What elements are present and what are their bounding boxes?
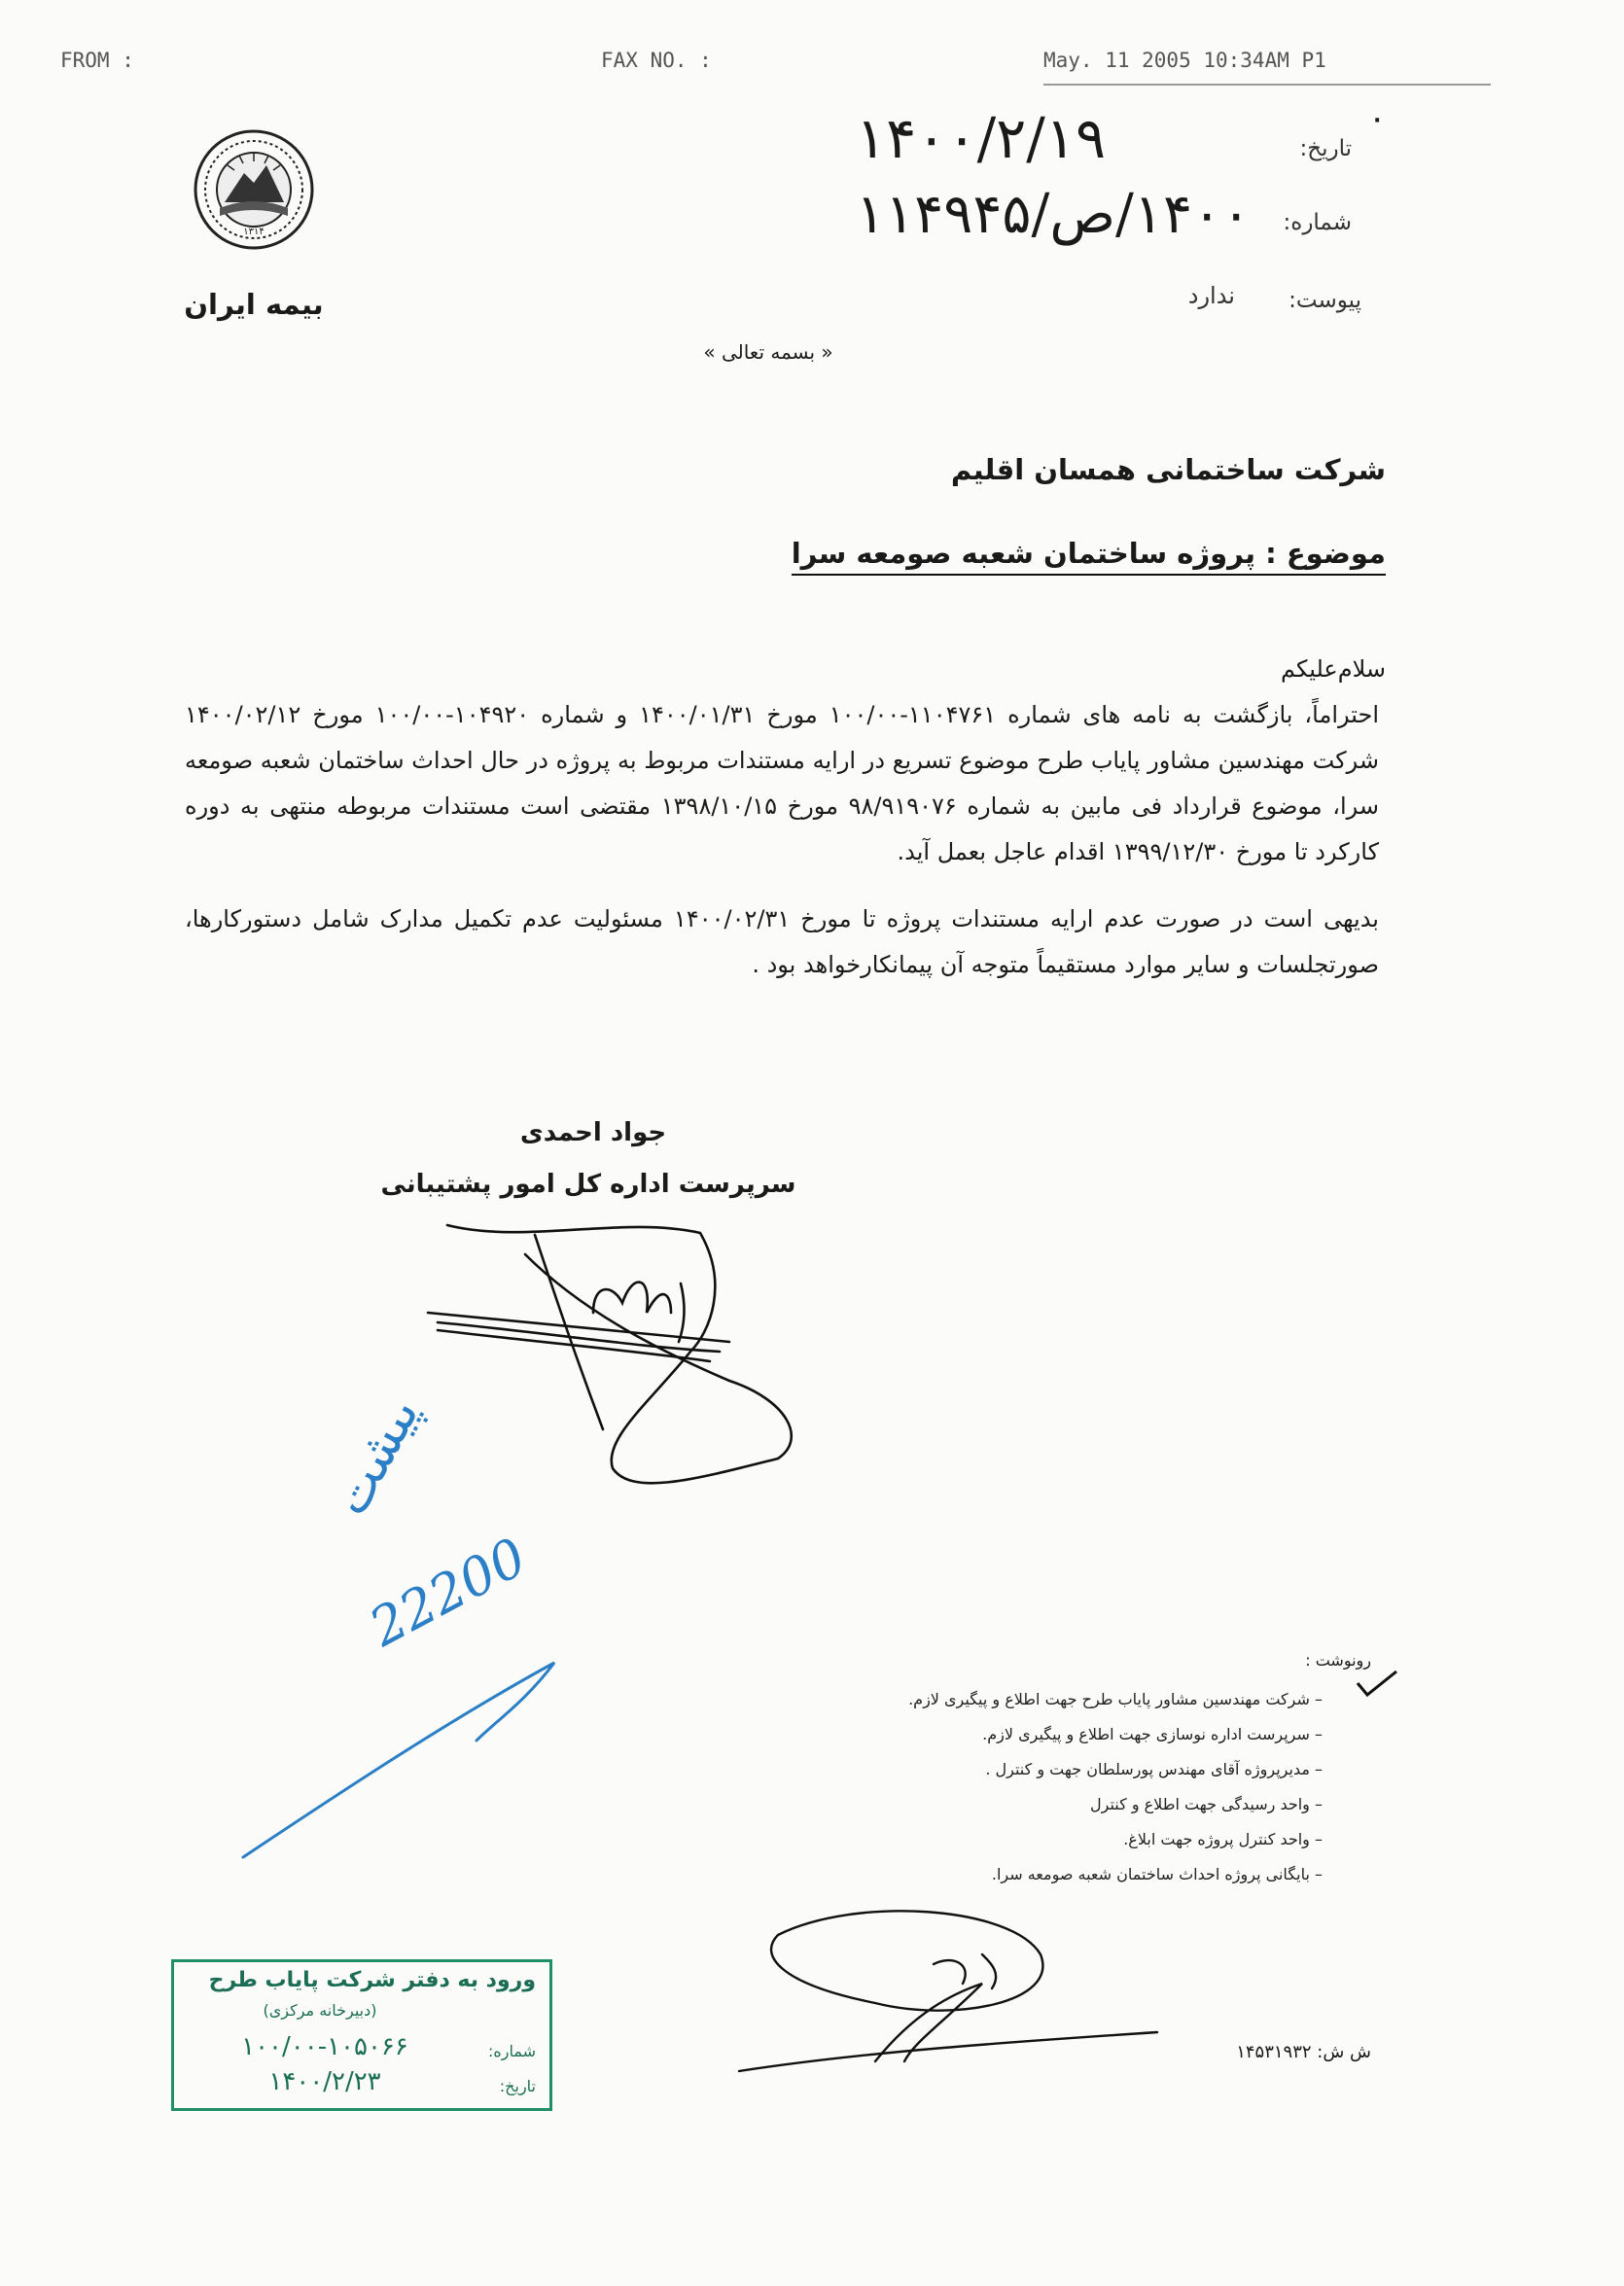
receipt-stamp [171, 1959, 552, 2111]
fax-datetime: May. 11 2005 10:34AM P1 [1043, 49, 1326, 72]
stamp-number-label: شماره: [487, 2042, 536, 2060]
handwritten-word: پیشت [321, 1388, 431, 1526]
stamp-subtitle: (دبیرخانه مرکزی) [263, 2001, 377, 2020]
postal-code: ش ش: ۱۴۵۳۱۹۳۲ [1236, 2042, 1371, 2062]
cc-item: – شرکت مهندسین مشاور پایاب طرح جهت اطلاع و پیگیری لازم. [908, 1690, 1323, 1708]
cc-item: – بایگانی پروژه احداث ساختمان شعبه صومعه سرا. [991, 1865, 1323, 1883]
stamp-title: ورود به دفتر شرکت پایاب طرح [208, 1968, 536, 1992]
stamp-date-value: ۱۴۰۰/۲/۲۳ [268, 2067, 381, 2096]
company-name: بیمه ایران [184, 288, 324, 321]
cc-item: – مدیرپروژه آقای مهندس پورسلطان جهت و کنترل . [985, 1760, 1323, 1778]
blue-pen-stroke [233, 1643, 564, 1877]
paragraph-2: بدیهی است در صورت عدم ارایه مستندات پروژه تا مورخ ۱۴۰۰/۰۲/۳۱ مسئولیت عدم تکمیل مدارک شامل دستورکارها، صورتجلسات و سایر موارد مستقیماً متوجه آن پیمانکارخواهد بود . [185, 905, 1379, 978]
stamp-date-label: تاریخ: [499, 2077, 536, 2095]
date-label: تاریخ: [1299, 136, 1352, 161]
signature-2 [720, 1896, 1167, 2091]
fax-from: FROM : [60, 49, 134, 72]
cc-heading: رونوشت : [1305, 1651, 1371, 1670]
fax-number: FAX NO. : [601, 49, 712, 72]
cc-item: – واحد کنترل پروژه جهت ابلاغ. [1123, 1830, 1323, 1848]
company-seal [191, 126, 317, 253]
checkmark-icon [1354, 1668, 1398, 1701]
signature [408, 1206, 817, 1497]
fax-rule [1043, 84, 1491, 86]
signatory-title: سرپرست اداره کل امور پشتیبانی [380, 1170, 796, 1199]
stamp-number-value: ۱۰۰/۰۰-۱۰۵۰۶۶ [241, 2032, 408, 2061]
number-label: شماره: [1283, 210, 1352, 235]
number-value: ۱۴۰۰/ص/۱۱۴۹۴۵ [856, 183, 1252, 246]
cc-list [807, 1682, 1323, 1892]
handwritten-number: 22200 [360, 1526, 537, 1659]
subject: موضوع : پروژه ساختمان شعبه صومعه سرا [792, 537, 1386, 576]
cc-item: – سرپرست اداره نوسازی جهت اطلاع و پیگیری لازم. [982, 1725, 1323, 1743]
attachment-label: پیوست: [1289, 288, 1361, 313]
attachment-value: ندارد [1187, 282, 1235, 309]
invocation: « بسمه تعالی » [703, 340, 833, 364]
recipient: شرکت ساختمانی همسان اقلیم [950, 453, 1386, 486]
date-value: ۱۴۰۰/۲/۱۹ [856, 105, 1107, 171]
greeting: سلام‌علیکم [1280, 655, 1386, 683]
paragraph-1: احتراماً، بازگشت به نامه های شماره ۱۱۰۴۷۶۱-۱۰۰/۰۰ مورخ ۱۴۰۰/۰۱/۳۱ و شماره ۱۰۴۹۲۰-۱۰۰/۰۰ مورخ ۱۴۰۰/۰۲/۱۲ شرکت مهندسین مشاور پایاب طرح موضوع تسریع در ارایه مستندات مربوط به پروژه در حال احداث ساختمان شعبه صومعه سرا، موضوع قرارداد فی مابین به شماره ۹۸/۹۱۹۰۷۶ مورخ ۱۳۹۸/۱۰/۱۵ مقتضی است مستندات مربوطه منتهی به دوره کارکرد تا مورخ ۱۳۹۹/۱۲/۳۰ اقدام عاجل بعمل آید. [185, 701, 1380, 865]
seal-year: ۱۳۱۴ [243, 227, 265, 237]
subject-wrap [681, 537, 1386, 570]
mark-dot: · [1373, 109, 1382, 133]
signatory-name: جواد احمدی [519, 1118, 667, 1147]
cc-item: – واحد رسیدگی جهت اطلاع و کنترل [1090, 1795, 1323, 1813]
